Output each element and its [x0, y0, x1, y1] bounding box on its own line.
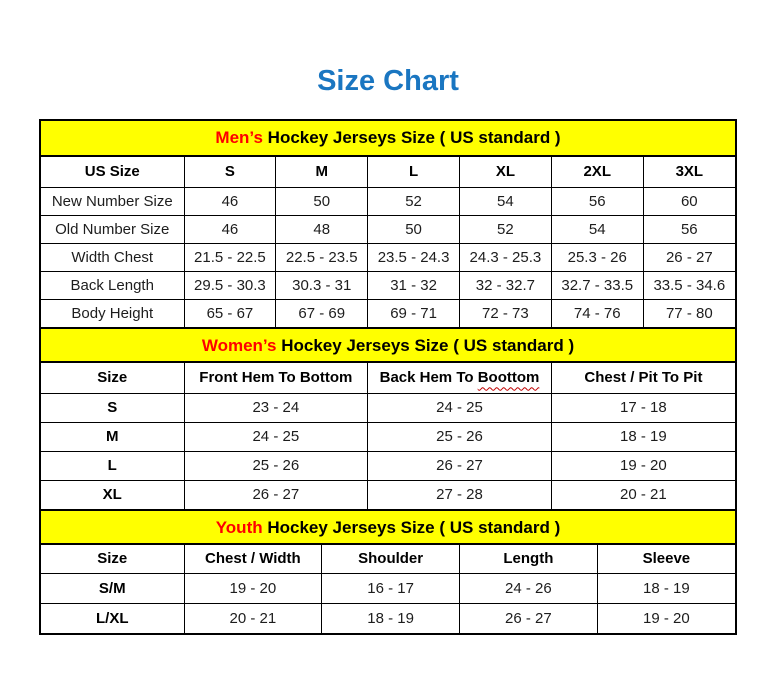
value-cell: 74 - 76 [551, 299, 643, 327]
youth-section-highlight: Youth [215, 518, 263, 537]
womens-section-title: Hockey Jerseys Size ( US standard ) [276, 336, 575, 355]
value-cell: 24.3 - 25.3 [459, 243, 551, 271]
value-cell: 69 - 71 [368, 299, 460, 327]
column-header-us-size: US Size [41, 157, 184, 187]
value-cell: 17 - 18 [551, 393, 735, 422]
value-cell: 18 - 19 [597, 573, 735, 603]
value-cell: 52 [368, 187, 460, 215]
mens-section-highlight: Men’s [215, 128, 263, 147]
value-cell: 32.7 - 33.5 [551, 271, 643, 299]
mens-header-row [41, 157, 735, 187]
row-label-cell: Body Height [41, 299, 184, 327]
row-label-cell: XL [41, 480, 184, 509]
value-cell: 52 [459, 215, 551, 243]
table-row-women-m [41, 422, 735, 451]
mens-section-header [41, 121, 735, 157]
column-header-front-hem: Front Hem To Bottom [184, 363, 368, 393]
column-header-back-hem [368, 363, 552, 393]
value-cell: 21.5 - 22.5 [184, 243, 276, 271]
value-cell: 24 - 25 [368, 393, 552, 422]
row-label-cell: Back Length [41, 271, 184, 299]
womens-header-row [41, 363, 735, 393]
youth-size-table [41, 545, 735, 633]
value-cell: 72 - 73 [459, 299, 551, 327]
womens-section-highlight: Women’s [201, 336, 277, 355]
page-title: Size Chart [317, 65, 459, 97]
row-label-cell: M [41, 422, 184, 451]
table-row-youth-lxl [41, 603, 735, 633]
table-row-women-xl [41, 480, 735, 509]
table-row-women-s [41, 393, 735, 422]
value-cell: 26 - 27 [368, 451, 552, 480]
column-header-xl: XL [459, 157, 551, 187]
value-cell: 56 [551, 187, 643, 215]
value-cell: 60 [643, 187, 735, 215]
value-cell: 54 [551, 215, 643, 243]
value-cell: 18 - 19 [322, 603, 460, 633]
column-header-chest-width: Chest / Width [184, 545, 322, 573]
size-chart-container [39, 119, 737, 635]
value-cell: 25 - 26 [184, 451, 368, 480]
value-cell: 65 - 67 [184, 299, 276, 327]
value-cell: 46 [184, 215, 276, 243]
value-cell: 16 - 17 [322, 573, 460, 603]
womens-size-table [41, 363, 735, 509]
youth-section-title: Hockey Jerseys Size ( US standard ) [262, 518, 561, 537]
mens-section-title: Hockey Jerseys Size ( US standard ) [262, 128, 561, 147]
column-header-2xl: 2XL [551, 157, 643, 187]
value-cell: 25 - 26 [368, 422, 552, 451]
youth-header-row [41, 545, 735, 573]
value-cell: 50 [276, 187, 368, 215]
table-row-back-length [41, 271, 735, 299]
value-cell: 22.5 - 23.5 [276, 243, 368, 271]
column-header-sleeve: Sleeve [597, 545, 735, 573]
column-header-shoulder: Shoulder [322, 545, 460, 573]
row-label-cell: Width Chest [41, 243, 184, 271]
value-cell: 26 - 27 [184, 480, 368, 509]
table-row-body-height [41, 299, 735, 327]
value-cell: 18 - 19 [551, 422, 735, 451]
column-header-size: Size [41, 363, 184, 393]
table-row-old-number-size [41, 215, 735, 243]
row-label-cell: L [41, 451, 184, 480]
womens-section-header [41, 327, 735, 363]
row-label-cell: S [41, 393, 184, 422]
value-cell: 23 - 24 [184, 393, 368, 422]
value-cell: 48 [276, 215, 368, 243]
value-cell: 54 [459, 187, 551, 215]
value-cell: 56 [643, 215, 735, 243]
value-cell: 31 - 32 [368, 271, 460, 299]
table-row-width-chest [41, 243, 735, 271]
column-header-m: M [276, 157, 368, 187]
column-header-length: Length [460, 545, 598, 573]
column-header-s: S [184, 157, 276, 187]
value-cell: 46 [184, 187, 276, 215]
value-cell: 26 - 27 [460, 603, 598, 633]
table-row-women-l [41, 451, 735, 480]
value-cell: 24 - 26 [460, 573, 598, 603]
value-cell: 19 - 20 [184, 573, 322, 603]
column-header-3xl: 3XL [643, 157, 735, 187]
table-row-new-number-size [41, 187, 735, 215]
value-cell: 19 - 20 [551, 451, 735, 480]
value-cell: 27 - 28 [368, 480, 552, 509]
column-header-l: L [368, 157, 460, 187]
back-hem-label-prefix: Back Hem To [379, 369, 478, 387]
misspelled-word-squiggle: Boottom [477, 369, 540, 387]
column-header-size: Size [41, 545, 184, 573]
value-cell: 32 - 32.7 [459, 271, 551, 299]
mens-size-table [41, 157, 735, 327]
youth-section-header [41, 509, 735, 545]
value-cell: 24 - 25 [184, 422, 368, 451]
value-cell: 26 - 27 [643, 243, 735, 271]
table-row-youth-sm [41, 573, 735, 603]
value-cell: 25.3 - 26 [551, 243, 643, 271]
value-cell: 30.3 - 31 [276, 271, 368, 299]
column-header-chest-pit: Chest / Pit To Pit [551, 363, 735, 393]
value-cell: 23.5 - 24.3 [368, 243, 460, 271]
value-cell: 29.5 - 30.3 [184, 271, 276, 299]
row-label-cell: Old Number Size [41, 215, 184, 243]
value-cell: 20 - 21 [184, 603, 322, 633]
row-label-cell: S/M [41, 573, 184, 603]
row-label-cell: New Number Size [41, 187, 184, 215]
value-cell: 19 - 20 [597, 603, 735, 633]
row-label-cell: L/XL [41, 603, 184, 633]
value-cell: 50 [368, 215, 460, 243]
value-cell: 20 - 21 [551, 480, 735, 509]
value-cell: 77 - 80 [643, 299, 735, 327]
value-cell: 67 - 69 [276, 299, 368, 327]
value-cell: 33.5 - 34.6 [643, 271, 735, 299]
